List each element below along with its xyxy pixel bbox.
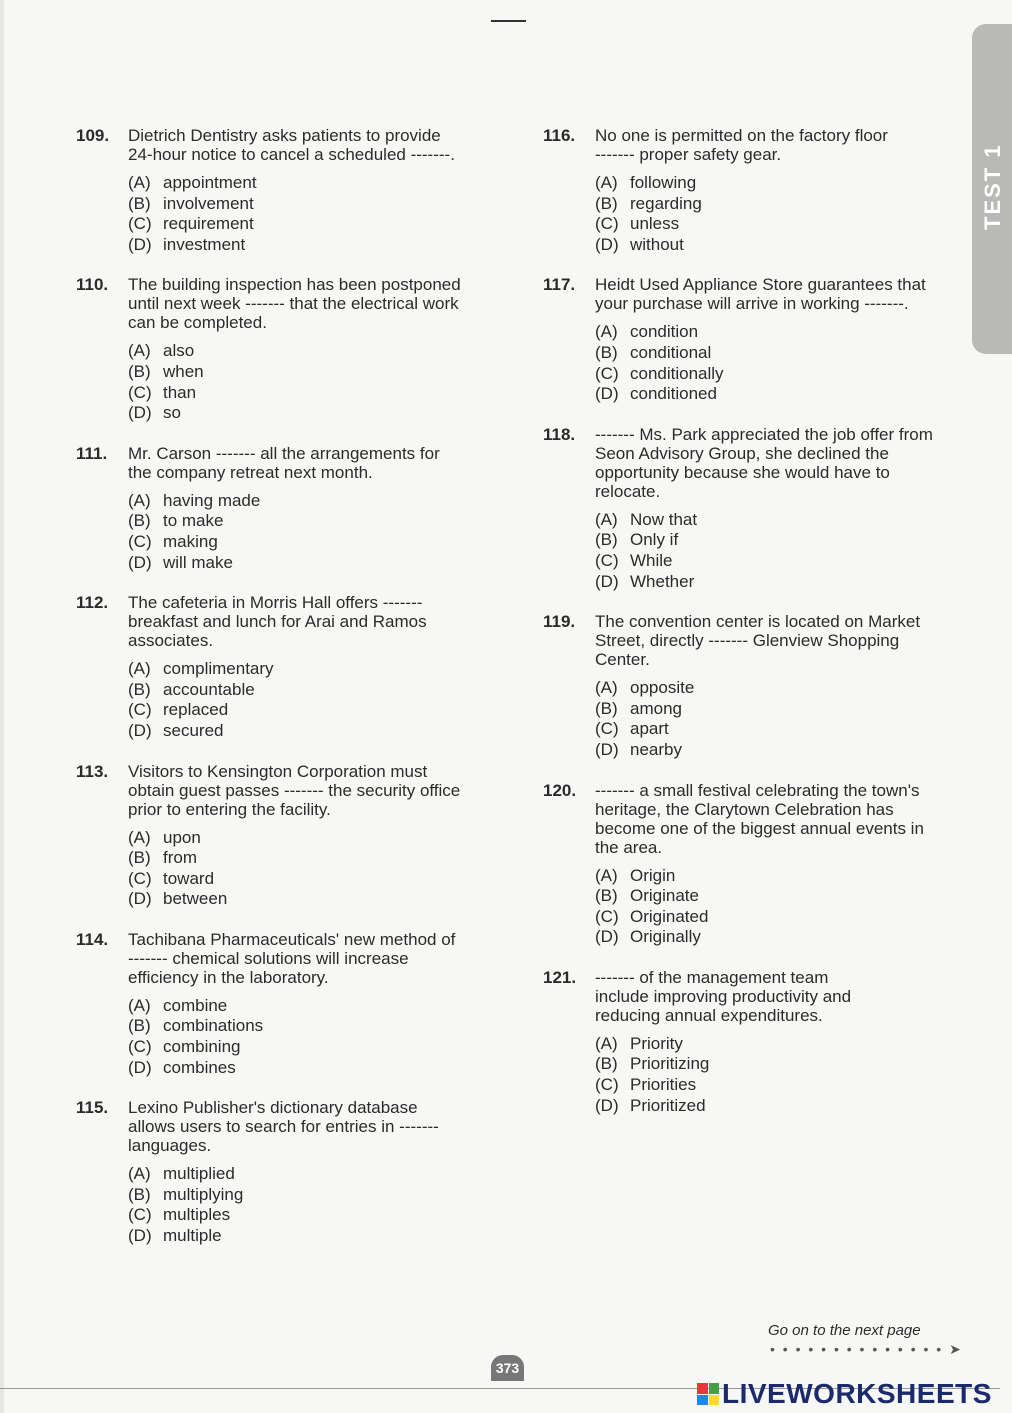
brand-name: LIVEWORKSHEETS — [722, 1378, 992, 1409]
option-letter: (D) — [128, 889, 152, 909]
question-text: No one is permitted on the factory floor ------- proper safety gear. — [595, 126, 888, 164]
page-number: 373 — [491, 1355, 524, 1381]
option-letter: (D) — [595, 234, 619, 254]
option-letter: (C) — [128, 1037, 152, 1057]
answer-options — [595, 678, 973, 760]
answer-option[interactable] — [128, 659, 516, 680]
option-letter: (B) — [128, 848, 151, 868]
option-letter: (D) — [595, 384, 619, 404]
question-number: 110. — [76, 275, 109, 295]
option-letter: (A) — [595, 322, 618, 342]
answer-options — [128, 1164, 516, 1246]
option-text: without — [630, 234, 684, 254]
option-text: multiplying — [163, 1184, 244, 1204]
answer-option[interactable] — [128, 173, 516, 194]
answer-option[interactable] — [595, 866, 973, 887]
option-letter: (D) — [128, 403, 152, 423]
option-letter: (D) — [128, 1226, 152, 1246]
option-text: also — [163, 341, 195, 361]
option-letter: (B) — [595, 530, 618, 550]
answer-options — [595, 866, 973, 948]
answer-option[interactable] — [128, 1205, 516, 1226]
answer-option[interactable] — [128, 869, 516, 890]
question-110 — [76, 275, 516, 423]
option-text: Now that — [630, 509, 698, 529]
test-tab-label: TEST 1 — [980, 143, 1005, 230]
option-text: Originated — [630, 906, 709, 926]
answer-options — [595, 1034, 973, 1116]
question-text: Tachibana Pharmaceuticals' new method of ------- chemical solutions will increase efficiency in the laboratory. — [128, 929, 456, 987]
answer-option[interactable] — [128, 214, 516, 235]
answer-option[interactable] — [128, 1058, 516, 1079]
option-letter: (A) — [595, 678, 618, 698]
option-text: Originate — [630, 886, 699, 906]
answer-option[interactable] — [128, 680, 516, 701]
answer-option[interactable] — [595, 235, 973, 256]
option-text: from — [163, 848, 197, 868]
answer-option[interactable] — [128, 532, 516, 553]
option-letter: (B) — [595, 698, 618, 718]
answer-option[interactable] — [595, 678, 973, 699]
option-letter: (A) — [595, 509, 618, 529]
option-text: combine — [163, 995, 228, 1015]
answer-option[interactable] — [128, 511, 516, 532]
brand-watermark — [697, 1378, 992, 1410]
question-109 — [76, 126, 516, 255]
option-text: investment — [163, 234, 246, 254]
option-letter: (D) — [128, 1057, 152, 1077]
answer-option[interactable] — [128, 235, 516, 256]
option-text: combines — [163, 1057, 236, 1077]
question-number: 118. — [543, 424, 576, 444]
option-text: will make — [163, 552, 233, 572]
option-letter: (D) — [595, 571, 619, 591]
answer-option[interactable] — [128, 1185, 516, 1206]
answer-option[interactable] — [595, 214, 973, 235]
brand-logo-icon — [697, 1383, 719, 1405]
option-letter: (D) — [595, 927, 619, 947]
next-page-note: Go on to the next page — [768, 1322, 921, 1339]
question-number: 111. — [76, 443, 108, 463]
option-text: combinations — [163, 1016, 264, 1036]
option-text: between — [163, 889, 228, 909]
question-number: 120. — [543, 780, 577, 800]
answer-option[interactable] — [128, 1226, 516, 1247]
question-text: The convention center is located on Market Street, directly ------- Glenview Shopping Center. — [595, 612, 921, 670]
option-text: Whether — [630, 571, 695, 591]
option-text: Prioritized — [630, 1095, 706, 1115]
answer-option[interactable] — [128, 1037, 516, 1058]
option-text: While — [630, 550, 673, 570]
question-117 — [543, 275, 973, 404]
answer-option[interactable] — [595, 699, 973, 720]
left-question-column — [76, 126, 516, 1267]
question-text: The building inspection has been postponed until next week ------- that the electrical work can be completed. — [128, 275, 461, 333]
option-letter: (B) — [595, 886, 618, 906]
question-text: The cafeteria in Morris Hall offers ------- breakfast and lunch for Arai and Ramos associates. — [128, 593, 427, 651]
answer-option[interactable] — [128, 828, 516, 849]
question-number: 115. — [76, 1098, 109, 1118]
question-118 — [543, 425, 973, 592]
next-page-arrow-icon: • • • • • • • • • • • • • • ➤ — [770, 1341, 963, 1357]
answer-option[interactable] — [595, 1075, 973, 1096]
option-text: when — [163, 361, 204, 381]
question-text: Mr. Carson ------- all the arrangements for the company retreat next month. — [128, 443, 440, 482]
question-number: 109. — [76, 126, 110, 145]
option-letter: (D) — [595, 739, 619, 759]
option-text: unless — [630, 214, 680, 234]
option-text: apart — [630, 719, 669, 739]
question-111 — [76, 444, 516, 573]
option-text: appointment — [163, 173, 257, 192]
answer-option[interactable] — [595, 907, 973, 928]
option-text: Priority — [630, 1033, 683, 1053]
answer-option[interactable] — [128, 996, 516, 1017]
question-text: ------- of the management team include improving productivity and reducing annual expenditures. — [595, 967, 852, 1025]
question-112 — [76, 593, 516, 741]
option-letter: (A) — [128, 659, 151, 679]
answer-option[interactable] — [128, 491, 516, 512]
answer-option[interactable] — [128, 848, 516, 869]
question-number: 112. — [76, 593, 109, 613]
answer-option[interactable] — [595, 173, 973, 194]
option-letter: (A) — [595, 1033, 618, 1053]
option-letter: (B) — [595, 342, 618, 362]
option-letter: (A) — [128, 1164, 151, 1184]
option-letter: (D) — [128, 720, 152, 740]
answer-option[interactable] — [595, 194, 973, 215]
option-text: than — [163, 382, 197, 402]
question-number: 113. — [76, 761, 109, 781]
answer-option[interactable] — [595, 1054, 973, 1075]
answer-option[interactable] — [128, 194, 516, 215]
answer-option[interactable] — [128, 1164, 516, 1185]
option-letter: (B) — [128, 1016, 151, 1036]
option-text: regarding — [630, 193, 702, 213]
option-letter: (B) — [128, 361, 151, 381]
option-letter: (A) — [595, 173, 618, 192]
option-letter: (A) — [595, 865, 618, 885]
question-115 — [76, 1098, 516, 1246]
option-text: among — [630, 698, 682, 718]
option-letter: (B) — [128, 679, 151, 699]
answer-option[interactable] — [595, 343, 973, 364]
option-text: nearby — [630, 739, 682, 759]
answer-option[interactable] — [595, 322, 973, 343]
right-question-column — [543, 126, 973, 1136]
answer-option[interactable] — [128, 362, 516, 383]
option-text: to make — [163, 511, 224, 531]
answer-option[interactable] — [595, 1034, 973, 1055]
answer-option[interactable] — [128, 1016, 516, 1037]
question-text: Lexino Publisher's dictionary database allows users to search for entries in ------- languages. — [128, 1098, 439, 1156]
option-text: having made — [163, 490, 261, 510]
option-text: involvement — [163, 193, 254, 213]
option-letter: (C) — [595, 550, 619, 570]
answer-option[interactable] — [595, 927, 973, 948]
answer-option[interactable] — [128, 383, 516, 404]
option-letter: (C) — [128, 531, 152, 551]
option-letter: (C) — [128, 1205, 152, 1225]
answer-option[interactable] — [128, 700, 516, 721]
answer-options — [595, 322, 973, 404]
option-text: following — [630, 173, 697, 192]
option-text: replaced — [163, 700, 229, 720]
option-letter: (C) — [128, 700, 152, 720]
option-text: accountable — [163, 679, 255, 699]
option-text: conditioned — [630, 384, 717, 404]
answer-option[interactable] — [595, 364, 973, 385]
question-text: ------- a small festival celebrating the town's heritage, the Clarytown Celebration has become one of the biggest annual events in the area. — [595, 780, 924, 857]
option-text: multiple — [163, 1226, 222, 1246]
option-text: Priorities — [630, 1075, 697, 1095]
question-text: Dietrich Dentistry asks patients to provide 24-hour notice to cancel a scheduled -------. — [128, 126, 455, 164]
question-text: ------- Ms. Park appreciated the job offer from Seon Advisory Group, she declined the opportunity because she would have to relocate. — [595, 424, 933, 501]
answer-option[interactable] — [595, 886, 973, 907]
answer-options — [128, 491, 516, 573]
option-letter: (A) — [128, 827, 151, 847]
option-letter: (B) — [128, 511, 151, 531]
answer-option[interactable] — [128, 553, 516, 574]
option-letter: (C) — [595, 214, 619, 234]
question-116 — [543, 126, 973, 255]
answer-option[interactable] — [128, 403, 516, 424]
answer-option[interactable] — [595, 719, 973, 740]
question-119 — [543, 612, 973, 760]
option-text: so — [163, 403, 181, 423]
answer-option[interactable] — [128, 341, 516, 362]
option-text: opposite — [630, 678, 695, 698]
option-letter: (D) — [595, 1095, 619, 1115]
option-letter: (B) — [595, 193, 618, 213]
option-letter: (C) — [128, 214, 152, 234]
option-letter: (A) — [128, 341, 151, 361]
option-text: conditional — [630, 342, 712, 362]
top-rule — [491, 20, 526, 22]
answer-options — [595, 510, 973, 592]
option-text: Origin — [630, 865, 676, 885]
option-text: toward — [163, 868, 215, 888]
answer-option[interactable] — [595, 572, 973, 593]
option-text: combining — [163, 1037, 241, 1057]
question-text: Visitors to Kensington Corporation must obtain guest passes ------- the security office prior to entering the facility. — [128, 761, 461, 819]
option-letter: (C) — [128, 382, 152, 402]
page-edge-shadow — [0, 0, 4, 1413]
option-letter: (C) — [595, 363, 619, 383]
question-number: 117. — [543, 275, 576, 295]
option-letter: (B) — [128, 1184, 151, 1204]
answer-options — [595, 173, 973, 255]
answer-option[interactable] — [595, 384, 973, 405]
answer-option[interactable] — [595, 530, 973, 551]
question-114 — [76, 930, 516, 1078]
option-text: multiples — [163, 1205, 231, 1225]
option-letter: (B) — [128, 193, 151, 213]
option-letter: (C) — [128, 868, 152, 888]
question-120 — [543, 781, 973, 948]
option-text: making — [163, 531, 218, 551]
question-113 — [76, 762, 516, 910]
answer-option[interactable] — [128, 721, 516, 742]
option-text: secured — [163, 720, 224, 740]
question-number: 116. — [543, 126, 576, 145]
answer-options — [128, 659, 516, 741]
option-text: condition — [630, 322, 699, 342]
question-text: Heidt Used Appliance Store guarantees that your purchase will arrive in working -------. — [595, 275, 926, 314]
answer-options — [128, 173, 516, 255]
answer-option[interactable] — [595, 551, 973, 572]
option-letter: (A) — [128, 490, 151, 510]
option-text: requirement — [163, 214, 254, 234]
option-letter: (C) — [595, 719, 619, 739]
option-letter: (D) — [128, 234, 152, 254]
answer-option[interactable] — [128, 889, 516, 910]
option-text: Only if — [630, 530, 679, 550]
option-letter: (B) — [595, 1054, 618, 1074]
option-text: multiplied — [163, 1164, 235, 1184]
answer-option[interactable] — [595, 1096, 973, 1117]
option-text: complimentary — [163, 659, 274, 679]
option-letter: (A) — [128, 173, 151, 192]
question-number: 119. — [543, 612, 576, 632]
question-121 — [543, 968, 973, 1116]
option-text: Originally — [630, 927, 701, 947]
answer-option[interactable] — [595, 740, 973, 761]
question-number: 121. — [543, 967, 577, 987]
option-text: Prioritizing — [630, 1054, 710, 1074]
option-text: upon — [163, 827, 201, 847]
option-letter: (C) — [595, 906, 619, 926]
answer-options — [128, 828, 516, 910]
option-letter: (C) — [595, 1075, 619, 1095]
question-number: 114. — [76, 929, 109, 949]
option-letter: (A) — [128, 995, 151, 1015]
answer-options — [128, 996, 516, 1078]
option-letter: (D) — [128, 552, 152, 572]
option-text: conditionally — [630, 363, 724, 383]
answer-options — [128, 341, 516, 423]
answer-option[interactable] — [595, 510, 973, 531]
